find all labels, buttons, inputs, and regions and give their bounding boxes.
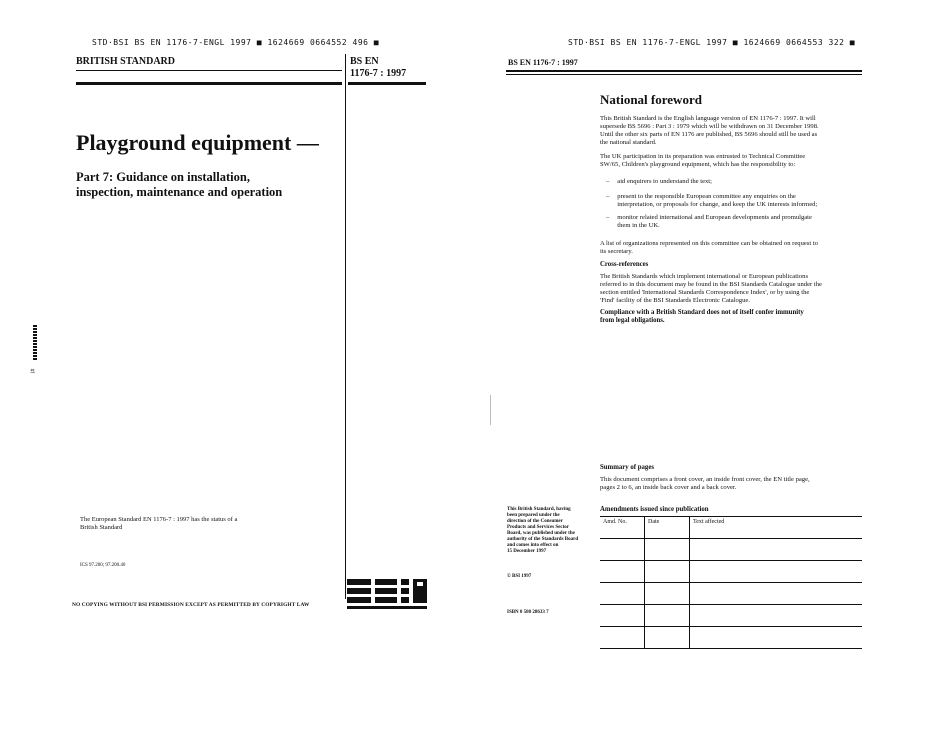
side-note-line: This British Standard, having bbox=[507, 507, 571, 512]
table-row bbox=[600, 561, 862, 583]
bullet-item bbox=[606, 214, 812, 230]
table-row bbox=[600, 539, 862, 561]
table-row bbox=[600, 605, 862, 627]
main-title: Playground equipment — bbox=[76, 130, 319, 155]
para3-line: A list of organizations represented on this committee can be obtained on request to bbox=[600, 240, 818, 247]
cross-ref-line: section entitled 'International Standards Correspondence Index', or by using the bbox=[600, 289, 810, 296]
bullet-line: aid enquirers to understand the text; bbox=[617, 178, 712, 185]
foreword-title: National foreword bbox=[600, 92, 702, 107]
para1-line: the national standard. bbox=[600, 139, 657, 146]
compliance-statement bbox=[600, 309, 804, 325]
right-scan-header: STD·BSI BS EN 1176-7-ENGL 1997 ■ 1624669 0664553 322 ■ bbox=[568, 38, 856, 47]
amendments-header-row bbox=[600, 517, 862, 539]
part-title-line2: inspection, maintenance and operation bbox=[76, 185, 283, 199]
bullet-item bbox=[606, 178, 712, 186]
side-note-line: Board, was published under the bbox=[507, 531, 575, 536]
status-statement bbox=[80, 516, 237, 531]
margin-barcode-icon bbox=[33, 325, 37, 361]
cross-ref-heading: Cross-references bbox=[600, 261, 649, 268]
side-note-line: direction of the Consumer bbox=[507, 519, 563, 524]
left-scan-header: STD·BSI BS EN 1176-7-ENGL 1997 ■ 1624669 0664552 496 ■ bbox=[92, 38, 380, 47]
isbn: ISBN 0 580 28633 7 bbox=[507, 610, 549, 615]
header-text-affected: Text affected bbox=[690, 517, 863, 539]
compliance-line: Compliance with a British Standard does not of itself confer immunity bbox=[600, 309, 804, 316]
british-standard-label: BRITISH STANDARD bbox=[76, 56, 176, 67]
bullet-line: present to the responsible European committee any enquiries on the bbox=[617, 193, 796, 200]
header-date: Date bbox=[645, 517, 690, 539]
para3-line: its secretary. bbox=[600, 248, 633, 255]
standard-number-line1: BS EN bbox=[350, 56, 379, 67]
compliance-line: from legal obligations. bbox=[600, 317, 665, 324]
copyright-notice: NO COPYING WITHOUT BSI PERMISSION EXCEPT AS PERMITTED BY COPYRIGHT LAW bbox=[72, 602, 310, 608]
foreword-para1 bbox=[600, 115, 862, 147]
summary-heading: Summary of pages bbox=[600, 464, 654, 471]
cross-ref-line: 'Find' facility of the BSI Standards Electronic Catalogue. bbox=[600, 297, 750, 304]
status-line1: The European Standard EN 1176-7 : 1997 has the status of a bbox=[80, 516, 238, 523]
column-divider bbox=[345, 54, 346, 599]
bullet-line: monitor related international and European developments and promulgate bbox=[617, 214, 812, 221]
ics-code: ICS 97.200; 97.200.40 bbox=[80, 563, 126, 568]
table-row bbox=[600, 583, 862, 605]
bullet-line: interpretation, or proposals for change, and keep the UK interests informed; bbox=[617, 201, 818, 208]
header-rule-top bbox=[76, 70, 342, 71]
running-head: BS EN 1176-7 : 1997 bbox=[508, 58, 578, 67]
summary-text bbox=[600, 476, 810, 492]
running-head-rule bbox=[506, 70, 862, 72]
standard-number bbox=[350, 56, 406, 80]
summary-line: pages 2 to 6, an inside back cover and a back cover. bbox=[600, 484, 737, 491]
cross-ref-line: referred to in this document may be found in the BSI Standards Catalogue under the bbox=[600, 281, 822, 288]
para1-line: Until the other six parts of EN 1176 are published, BS 5696 should still be used as bbox=[600, 131, 818, 138]
running-head-rule-thin bbox=[506, 74, 862, 75]
side-note-line: authority of the Standards Board bbox=[507, 537, 579, 542]
dash-bullet: – bbox=[606, 193, 610, 200]
side-note-line: Products and Services Sector bbox=[507, 525, 569, 530]
amendments-heading: Amendments issued since publication bbox=[600, 506, 709, 513]
header-amd-no: Amd. No. bbox=[603, 519, 627, 525]
side-note-line: been prepared under the bbox=[507, 513, 560, 518]
page-gutter-mark bbox=[490, 395, 491, 425]
para2-line: The UK participation in its preparation was entrusted to Technical Committee bbox=[600, 153, 806, 160]
bullet-line: them in the UK. bbox=[617, 222, 660, 229]
margin-mark: i# bbox=[30, 368, 37, 374]
status-line2: British Standard bbox=[80, 523, 123, 531]
side-note-line: 15 December 1997 bbox=[507, 549, 547, 554]
summary-line: This document comprises a front cover, an inside front cover, the EN title page, bbox=[600, 476, 810, 483]
cross-ref-line: The British Standards which implement international or European publications bbox=[600, 273, 809, 280]
header-rule-thick bbox=[76, 82, 342, 85]
foreword-para2 bbox=[600, 153, 805, 169]
part-title-line1: Part 7: Guidance on installation, bbox=[76, 170, 250, 184]
bsi-copyright: © BSI 1997 bbox=[507, 574, 532, 579]
side-note bbox=[507, 507, 597, 555]
amendments-table bbox=[600, 516, 862, 649]
side-note-line: and comes into effect on bbox=[507, 543, 559, 548]
foreword-para3 bbox=[600, 240, 818, 256]
dash-bullet: – bbox=[606, 214, 610, 221]
standard-number-line2: 1176-7 : 1997 bbox=[350, 68, 407, 79]
bullet-item bbox=[606, 193, 817, 209]
bsi-logo bbox=[347, 579, 427, 613]
para2-line: SW/65, Children's playground equipment, which has the responsibility to: bbox=[600, 161, 796, 168]
para1-line: supersede BS 5696 : Part 3 : 1979 which will be withdrawn on 31 December 1998. bbox=[600, 123, 819, 130]
part-title bbox=[76, 170, 282, 200]
para1-line: This British Standard is the English language version of EN 1176-7 : 1997. It will bbox=[600, 115, 816, 122]
number-rule-thick bbox=[348, 82, 426, 85]
table-row bbox=[600, 627, 862, 649]
cross-ref-text bbox=[600, 273, 822, 305]
dash-bullet: – bbox=[606, 178, 610, 185]
